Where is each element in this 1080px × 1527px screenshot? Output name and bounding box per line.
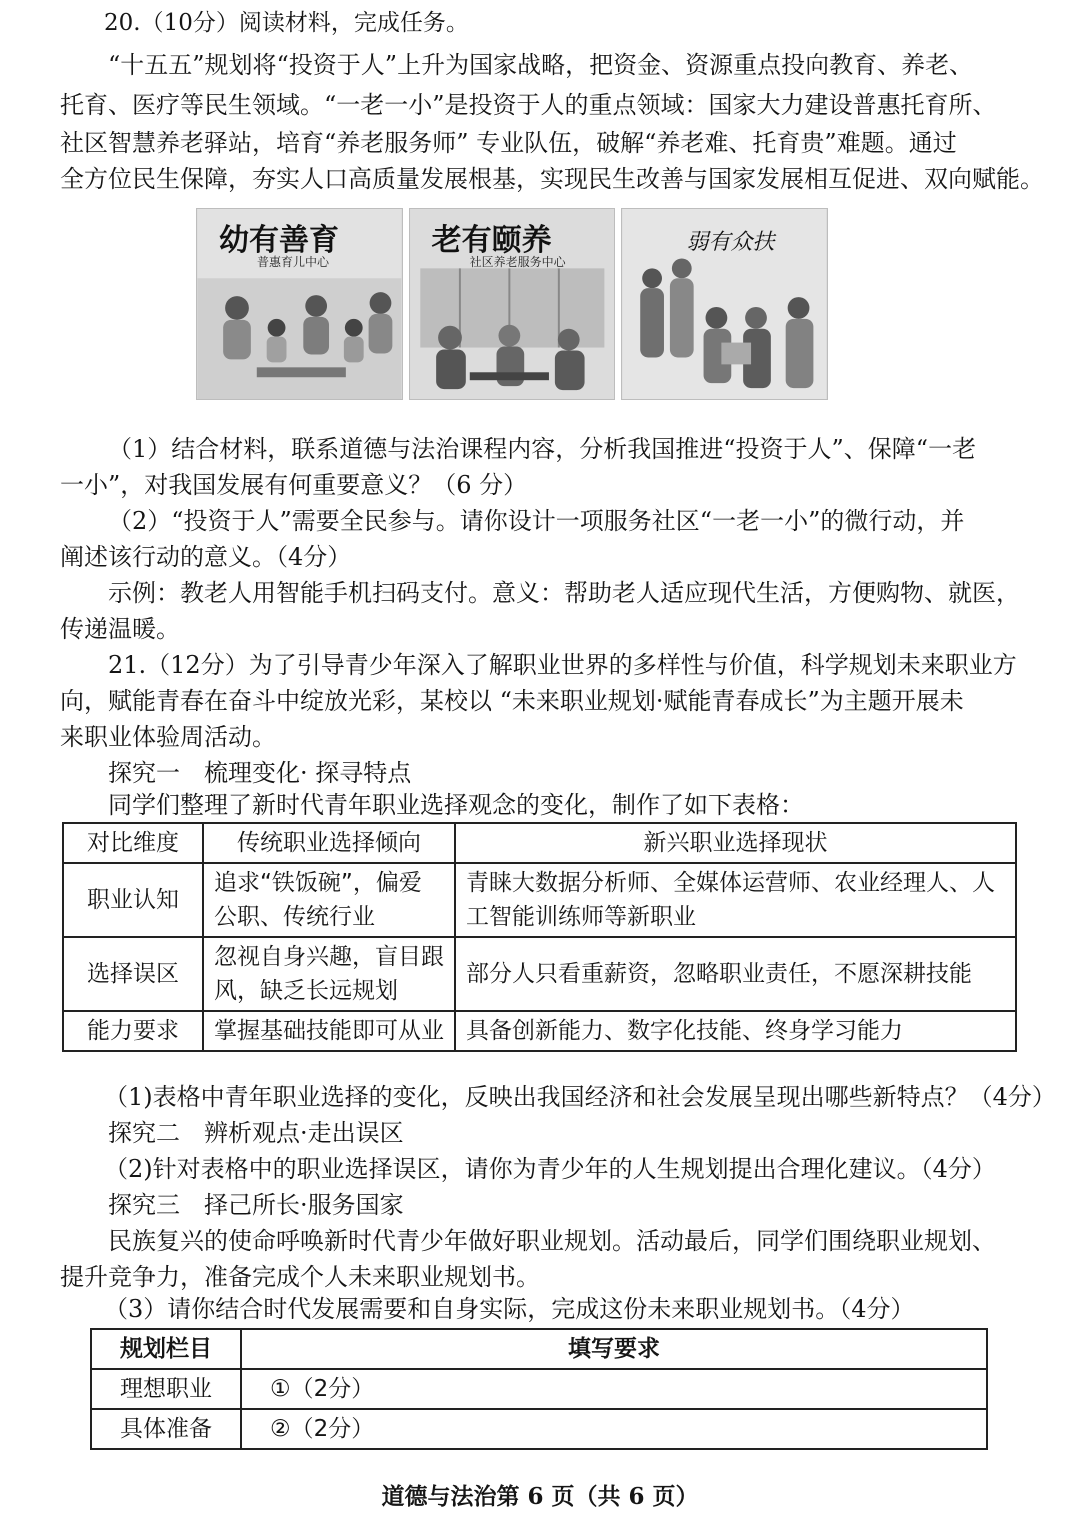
table-cell: 职业认知 <box>63 863 203 937</box>
table-row <box>63 937 1016 1011</box>
table-cell: 具备创新能力、数字化技能、终身学习能力 <box>455 1011 1016 1051</box>
table-cell: 青睐大数据分析师、全媒体运营师、农业经理人、人工智能训练师等新职业 <box>455 863 1016 937</box>
table-cell: ①（2分） <box>241 1369 987 1409</box>
table-header-cell: 新兴职业选择现状 <box>455 823 1016 863</box>
q20-task2-line-2: 阐述该行动的意义。（4分） <box>60 543 352 571</box>
table-cell: 选择误区 <box>63 937 203 1011</box>
q21-explore1: 探究一 梳理变化· 探寻特点 <box>108 759 412 787</box>
table-header-cell: 规划栏目 <box>91 1329 241 1369</box>
career-plan-table <box>90 1328 988 1450</box>
q20-material-line-2: 托育、医疗等民生领域。“一老一小”是投资于人的重点领域：国家大力建设普惠托育所、 <box>60 91 997 119</box>
q21-para3-line-2: 提升竞争力，准备完成个人未来职业规划书。 <box>60 1263 540 1291</box>
table-row <box>63 1011 1016 1051</box>
panel-childcare-sub: 普惠育儿中心 <box>257 255 330 269</box>
table-cell: 掌握基础技能即可从业 <box>203 1011 455 1051</box>
q21-para3-line-1: 民族复兴的使命呼唤新时代青少年做好职业规划。活动最后，同学们围绕职业规划、 <box>108 1227 996 1255</box>
q20-title: 20.（10分）阅读材料，完成任务。 <box>104 10 469 36</box>
table-cell: 能力要求 <box>63 1011 203 1051</box>
q21-intro-line-2: 向，赋能青春在奋斗中绽放光彩，某校以 “未来职业规划·赋能青春成长”为主题开展未 <box>60 687 964 715</box>
table-cell: 忽视自身兴趣，盲目跟风，缺乏长远规划 <box>203 937 455 1011</box>
panel-eldercare-sub: 社区养老服务中心 <box>469 255 566 269</box>
illustration-panels <box>196 208 828 400</box>
q20-material-line-4: 全方位民生保障，夯实人口高质量发展根基，实现民生改善与国家发展相互促进、双向赋能。 <box>60 165 1044 193</box>
table-row <box>63 863 1016 937</box>
q21-intro-line-3: 来职业体验周活动。 <box>60 723 276 751</box>
q21-sub2: （2)针对表格中的职业选择误区，请你为青少年的人生规划提出合理化建议。（4分） <box>104 1155 996 1183</box>
q20-task1-line-2: 一小”，对我国发展有何重要意义？（6 分） <box>60 471 528 499</box>
q21-explore2: 探究二 辨析观点·走出误区 <box>108 1119 404 1147</box>
table-row <box>91 1369 987 1409</box>
panel-assistance-title: 弱有众扶 <box>686 230 775 255</box>
table-cell: 理想职业 <box>91 1369 241 1409</box>
table-header-row <box>63 823 1016 863</box>
table-cell: 追求“铁饭碗”，偏爱公职、传统行业 <box>203 863 455 937</box>
q20-task2-line-1: （2）“投资于人”需要全民参与。请你设计一项服务社区“一老一小”的微行动，并 <box>108 507 965 535</box>
table-header-row <box>91 1329 987 1369</box>
panel-assistance <box>621 208 828 400</box>
table-header-cell: 填写要求 <box>241 1329 987 1369</box>
panel-childcare <box>196 208 403 400</box>
panel-eldercare-title: 老有颐养 <box>431 223 552 258</box>
q20-material-line-1: “十五五”规划将“投资于人”上升为国家战略，把资金、资源重点投向教育、养老、 <box>108 51 974 79</box>
q20-material-line-3: 社区智慧养老驿站，培育“养老服务师” 专业队伍，破解“养老难、托育贵”难题。通过 <box>60 129 957 157</box>
table-header-cell: 传统职业选择倾向 <box>203 823 455 863</box>
table-cell: 部分人只看重薪资，忽略职业责任，不愿深耕技能 <box>455 937 1016 1011</box>
q20-example-line-2: 传递温暖。 <box>60 615 180 643</box>
q21-explore3: 探究三 择己所长·服务国家 <box>108 1191 404 1219</box>
q20-task1-line-1: （1）结合材料，联系道德与法治课程内容，分析我国推进“投资于人”、保障“一老 <box>108 435 977 463</box>
q20-example-line-1: 示例：教老人用智能手机扫码支付。意义：帮助老人适应现代生活，方便购物、就医， <box>108 579 1020 607</box>
table-header-cell: 对比维度 <box>63 823 203 863</box>
table-row <box>91 1409 987 1449</box>
career-comparison-table <box>62 822 1017 1052</box>
q21-sub3: （3）请你结合时代发展需要和自身实际，完成这份未来职业规划书。（4分） <box>104 1295 915 1323</box>
q21-intro-line-1: 21.（12分）为了引导青少年深入了解职业世界的多样性与价值，科学规划未来职业方 <box>108 651 1017 679</box>
panel-eldercare <box>409 208 616 400</box>
page-footer: 道德与法治第 6 页（共 6 页） <box>381 1483 699 1510</box>
q21-table-intro: 同学们整理了新时代青年职业选择观念的变化，制作了如下表格： <box>108 791 804 819</box>
panel-childcare-title: 幼有善育 <box>219 223 339 258</box>
q21-sub1: （1)表格中青年职业选择的变化，反映出我国经济和社会发展呈现出哪些新特点？（4分） <box>104 1083 1056 1111</box>
table-cell: ②（2分） <box>241 1409 987 1449</box>
table-cell: 具体准备 <box>91 1409 241 1449</box>
